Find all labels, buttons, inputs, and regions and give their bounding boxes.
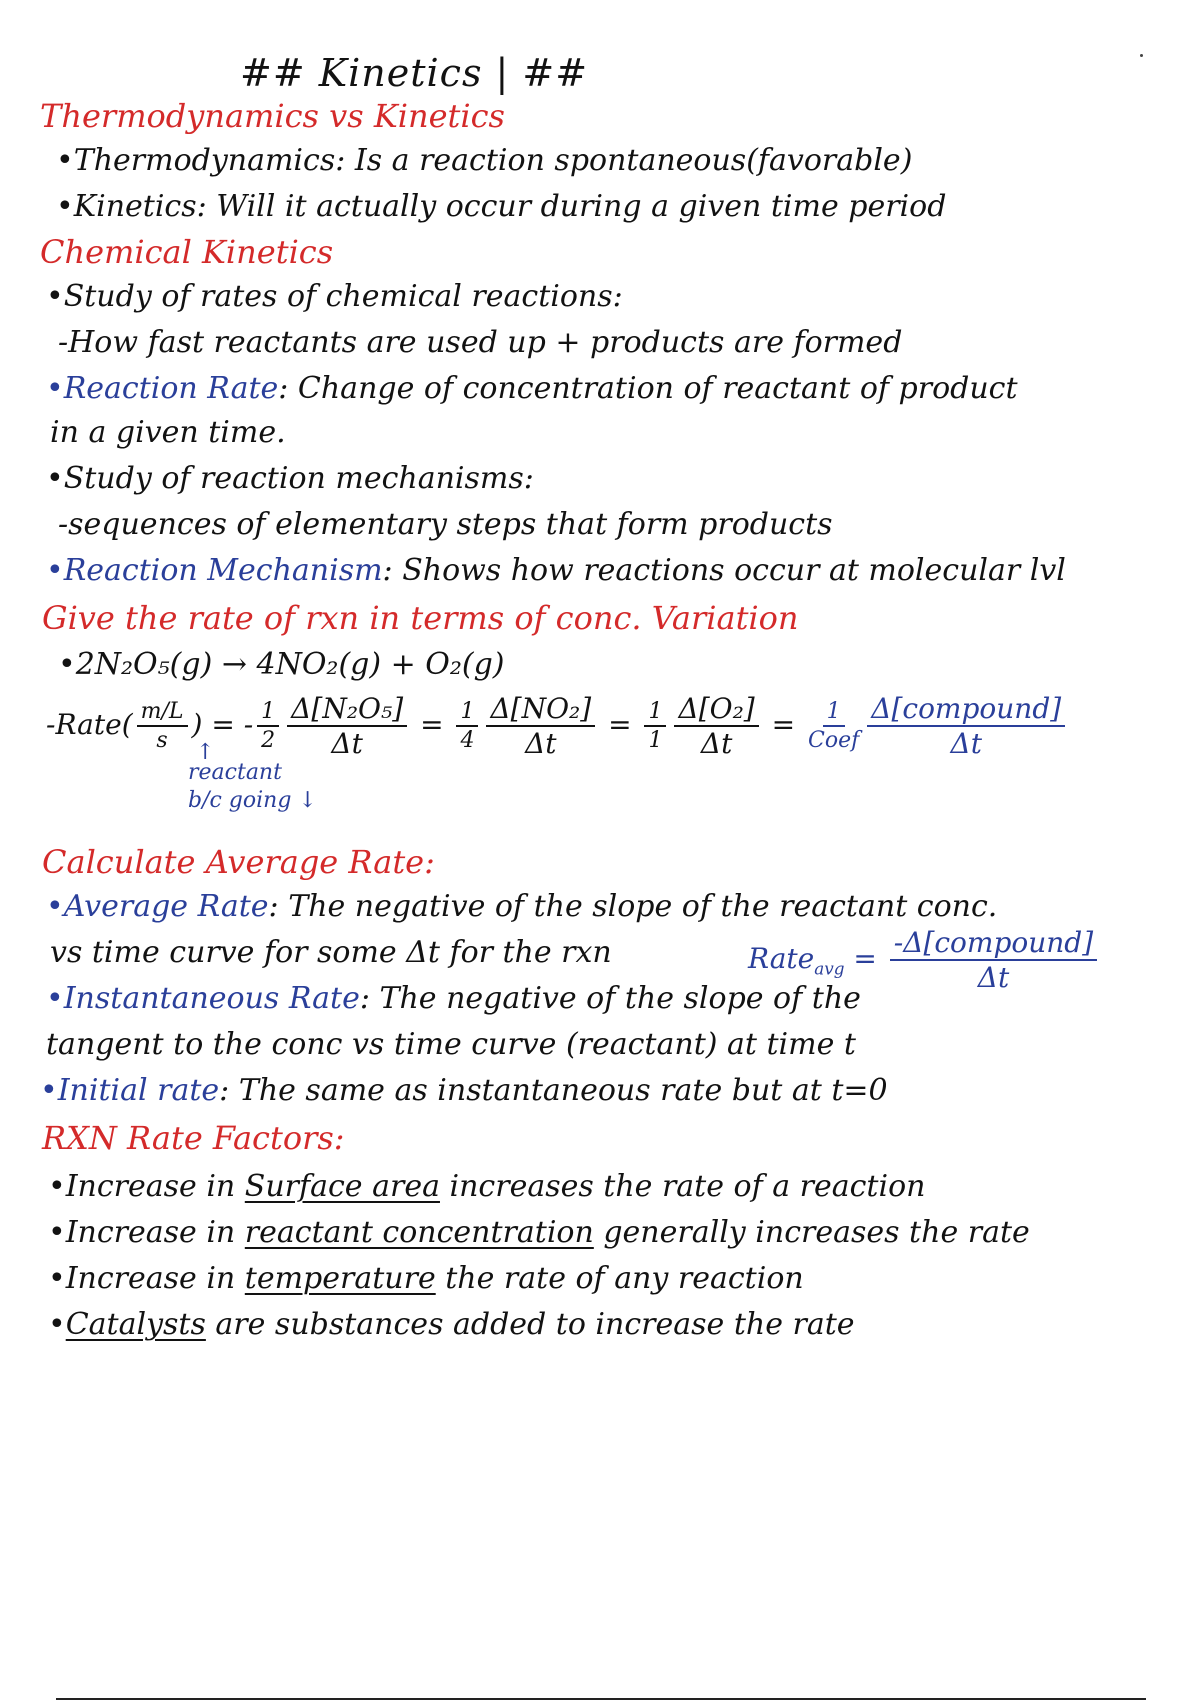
- avg-rate-sub: avg: [814, 958, 845, 979]
- rate-units: [137, 700, 188, 752]
- note-instantaneous-rate: [46, 981, 861, 1016]
- note-average-rate: [46, 889, 998, 924]
- factor-1-pre: •Increase in: [48, 1169, 245, 1204]
- rate-prefix: -Rate(: [46, 707, 133, 741]
- term-reaction-rate: •Reaction Rate: [46, 371, 279, 406]
- avg-rate-den: Δt: [977, 961, 1010, 995]
- term-reaction-mechanism: •Reaction Mechanism: [46, 553, 383, 588]
- factor-temperature: [48, 1261, 804, 1296]
- term-o2-num: Δ[O₂]: [674, 694, 758, 727]
- note-reaction-mechanism: [46, 553, 1066, 588]
- annotation-going-down: b/c going ↓: [188, 788, 317, 813]
- term-initial-rate: •Initial rate: [40, 1073, 220, 1108]
- factor-4-post: are substances added to increase the rate: [205, 1307, 855, 1342]
- coef-3-den: 1: [648, 728, 663, 754]
- factor-3-post: the rate of any reaction: [435, 1261, 804, 1296]
- equals-3: =: [771, 707, 796, 741]
- factor-1-key: Surface area: [244, 1169, 440, 1204]
- coef-general-num: 1: [823, 700, 845, 727]
- equals-2: =: [608, 707, 632, 741]
- annotation-arrow: ↑: [196, 740, 215, 765]
- avg-rate-fraction: [890, 928, 1097, 993]
- note-reaction-rate: [46, 371, 1018, 406]
- factor-2-key: reactant concentration: [244, 1215, 594, 1250]
- def-instantaneous-rate: : The negative of the slope of the: [359, 981, 861, 1016]
- term-no2-den: Δt: [525, 727, 557, 761]
- note-sequences: -sequences of elementary steps that form products: [58, 507, 833, 542]
- term-o2: [674, 694, 758, 759]
- heading-rate-terms: Give the rate of rxn in terms of conc. Variation: [42, 599, 799, 637]
- note-given-time: in a given time.: [50, 415, 286, 450]
- rate-units-num: m/L: [137, 700, 188, 727]
- note-kinetics: •Kinetics: Will it actually occur during a given time period: [56, 189, 947, 224]
- coef-1-den: 2: [261, 728, 276, 754]
- equals-1: =: [420, 707, 444, 741]
- coef-2-num: 1: [456, 700, 478, 727]
- factor-2-post: generally increases the rate: [593, 1215, 1030, 1250]
- coef-2: [456, 700, 478, 752]
- term-instantaneous-rate: •Instantaneous Rate: [46, 981, 360, 1016]
- def-reaction-mechanism: : Shows how reactions occur at molecular lvl: [382, 553, 1066, 588]
- heading-thermo-vs-kinetics: Thermodynamics vs Kinetics: [40, 97, 505, 135]
- page-title: ## Kinetics | ##: [240, 51, 589, 95]
- factor-3-pre: •Increase in: [48, 1261, 245, 1296]
- factor-4-key: Catalysts: [65, 1307, 206, 1342]
- factor-catalysts: [48, 1307, 855, 1342]
- factor-4-pre: •: [48, 1307, 66, 1342]
- avg-rate-label: Rate: [748, 941, 815, 975]
- coef-2-den: 4: [460, 728, 475, 754]
- term-no2: [486, 694, 595, 759]
- def-reaction-rate: : Change of concentration of reactant of product: [278, 371, 1018, 406]
- def-initial-rate: : The same as instantaneous rate but at t=0: [219, 1073, 888, 1108]
- note-how-fast: -How fast reactants are used up + products are formed: [58, 325, 903, 360]
- coef-3: [644, 700, 666, 752]
- avg-rate-eq: =: [853, 941, 877, 975]
- page-mark: [1140, 54, 1143, 57]
- heading-average-rate: Calculate Average Rate:: [42, 843, 435, 881]
- term-no2-num: Δ[NO₂]: [486, 694, 595, 727]
- heading-rate-factors: RXN Rate Factors:: [42, 1119, 345, 1157]
- coef-general-den: Coef: [808, 728, 860, 754]
- term-compound-den: Δt: [950, 727, 982, 761]
- avg-rate-num: -Δ[compound]: [890, 928, 1097, 961]
- note-study-rates: •Study of rates of chemical reactions:: [46, 279, 623, 314]
- rate-eq-sign: ) = -: [191, 707, 254, 741]
- note-instantaneous-cont: tangent to the conc vs time curve (reactant) at time t: [46, 1027, 856, 1062]
- coef-1: [257, 700, 279, 752]
- note-study-mechanisms: •Study of reaction mechanisms:: [46, 461, 534, 496]
- factor-surface-area: [48, 1169, 926, 1204]
- term-n2o5-num: Δ[N₂O₅]: [287, 694, 407, 727]
- heading-chemical-kinetics: Chemical Kinetics: [40, 233, 334, 271]
- term-n2o5-den: Δt: [331, 727, 363, 761]
- term-o2-den: Δt: [700, 727, 733, 761]
- term-compound: [867, 694, 1065, 759]
- coef-general: [808, 700, 859, 752]
- coef-3-num: 1: [644, 700, 666, 727]
- coef-1-num: 1: [257, 700, 279, 727]
- term-average-rate: •Average Rate: [46, 889, 269, 924]
- factor-2-pre: •Increase in: [48, 1215, 245, 1250]
- rate-units-den: s: [156, 728, 168, 754]
- term-compound-num: Δ[compound]: [867, 694, 1065, 727]
- term-n2o5: [287, 694, 407, 759]
- factor-3-key: temperature: [244, 1261, 436, 1296]
- note-thermodynamics: •Thermodynamics: Is a reaction spontaneous(favorable): [56, 143, 913, 178]
- factor-concentration: [48, 1215, 1030, 1250]
- annotation-reactant: reactant: [188, 760, 282, 785]
- def-average-rate: : The negative of the slope of the reactant conc.: [268, 889, 998, 924]
- note-average-rate-cont: vs time curve for some Δt for the rxn: [50, 935, 612, 970]
- reaction-equation: •2N₂O₅(g) → 4NO₂(g) + O₂(g): [58, 647, 505, 682]
- note-initial-rate: [40, 1073, 888, 1108]
- factor-1-post: increases the rate of a reaction: [439, 1169, 926, 1204]
